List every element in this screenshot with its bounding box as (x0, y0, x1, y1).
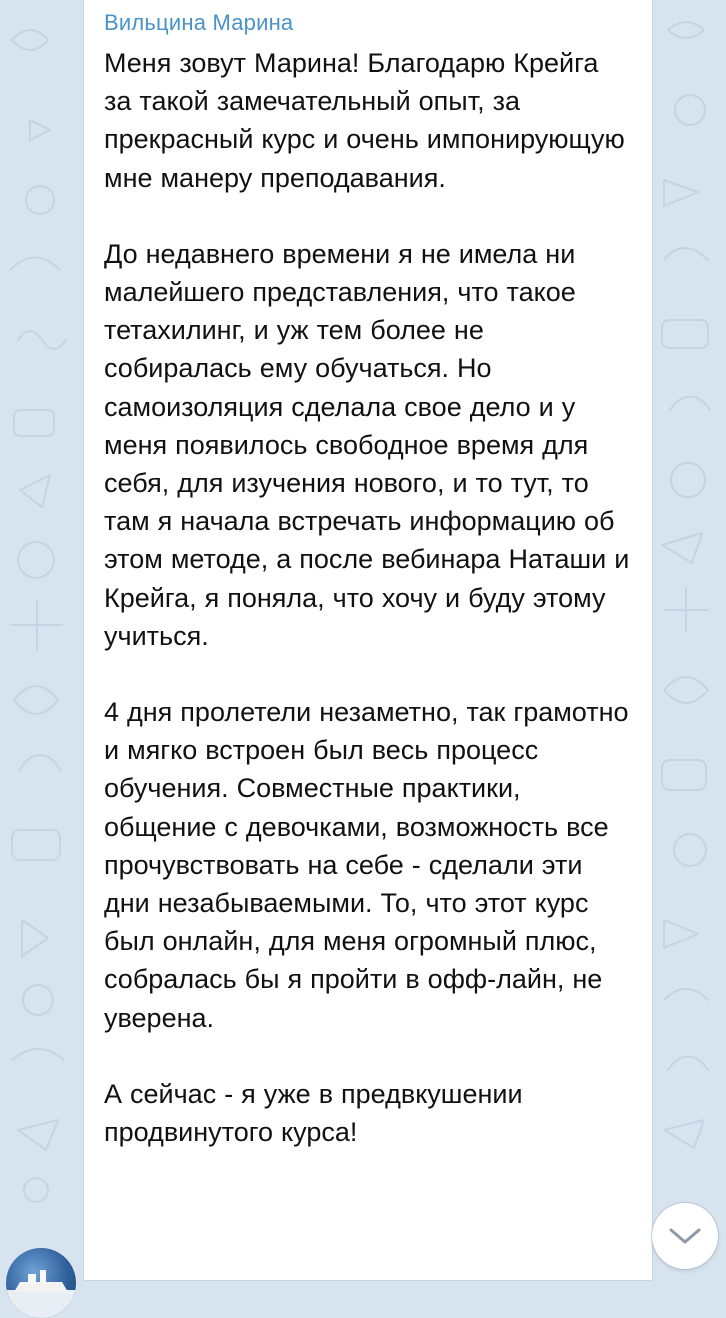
chevron-down-icon (668, 1226, 702, 1246)
message-paragraph: До недавнего времени я не имела ни малейшего представления, что такое тетахилинг, и уж тем более не собиралась ему обучаться. Но самоизоляция сделала свое дело и у меня появилось свободное время для себя, для изучения нового, и то тут, то там я начала встречать информацию об этом методе, а после вебинара Наташи и Крейга, я поняла, что хочу и буду этому учиться. (104, 238, 630, 651)
sender-name[interactable]: Вильцина Марина (104, 10, 294, 35)
message-paragraph: 4 дня пролетели незаметно, так грамотно и мягко встроен был весь процесс обучения. Совместные практики, общение с девочками, возможность все прочувствовать на себе - сделали эти дни незабываемыми. То, что этот курс был онлайн, для меня огромный плюс, собралась бы я пройти в офф-лайн, не уверена. (104, 697, 629, 1033)
message-paragraph: Меня зовут Марина! Благодарю Крейга за такой замечательный опыт, за прекрасный курс и очень импонирующую мне манеру преподавания. (104, 48, 625, 193)
avatar[interactable] (6, 1248, 76, 1318)
scroll-down-button[interactable] (652, 1203, 718, 1269)
message-bubble (84, 0, 652, 1280)
message-paragraph: А сейчас - я уже в предвкушении продвинутого курса! (104, 1078, 523, 1148)
